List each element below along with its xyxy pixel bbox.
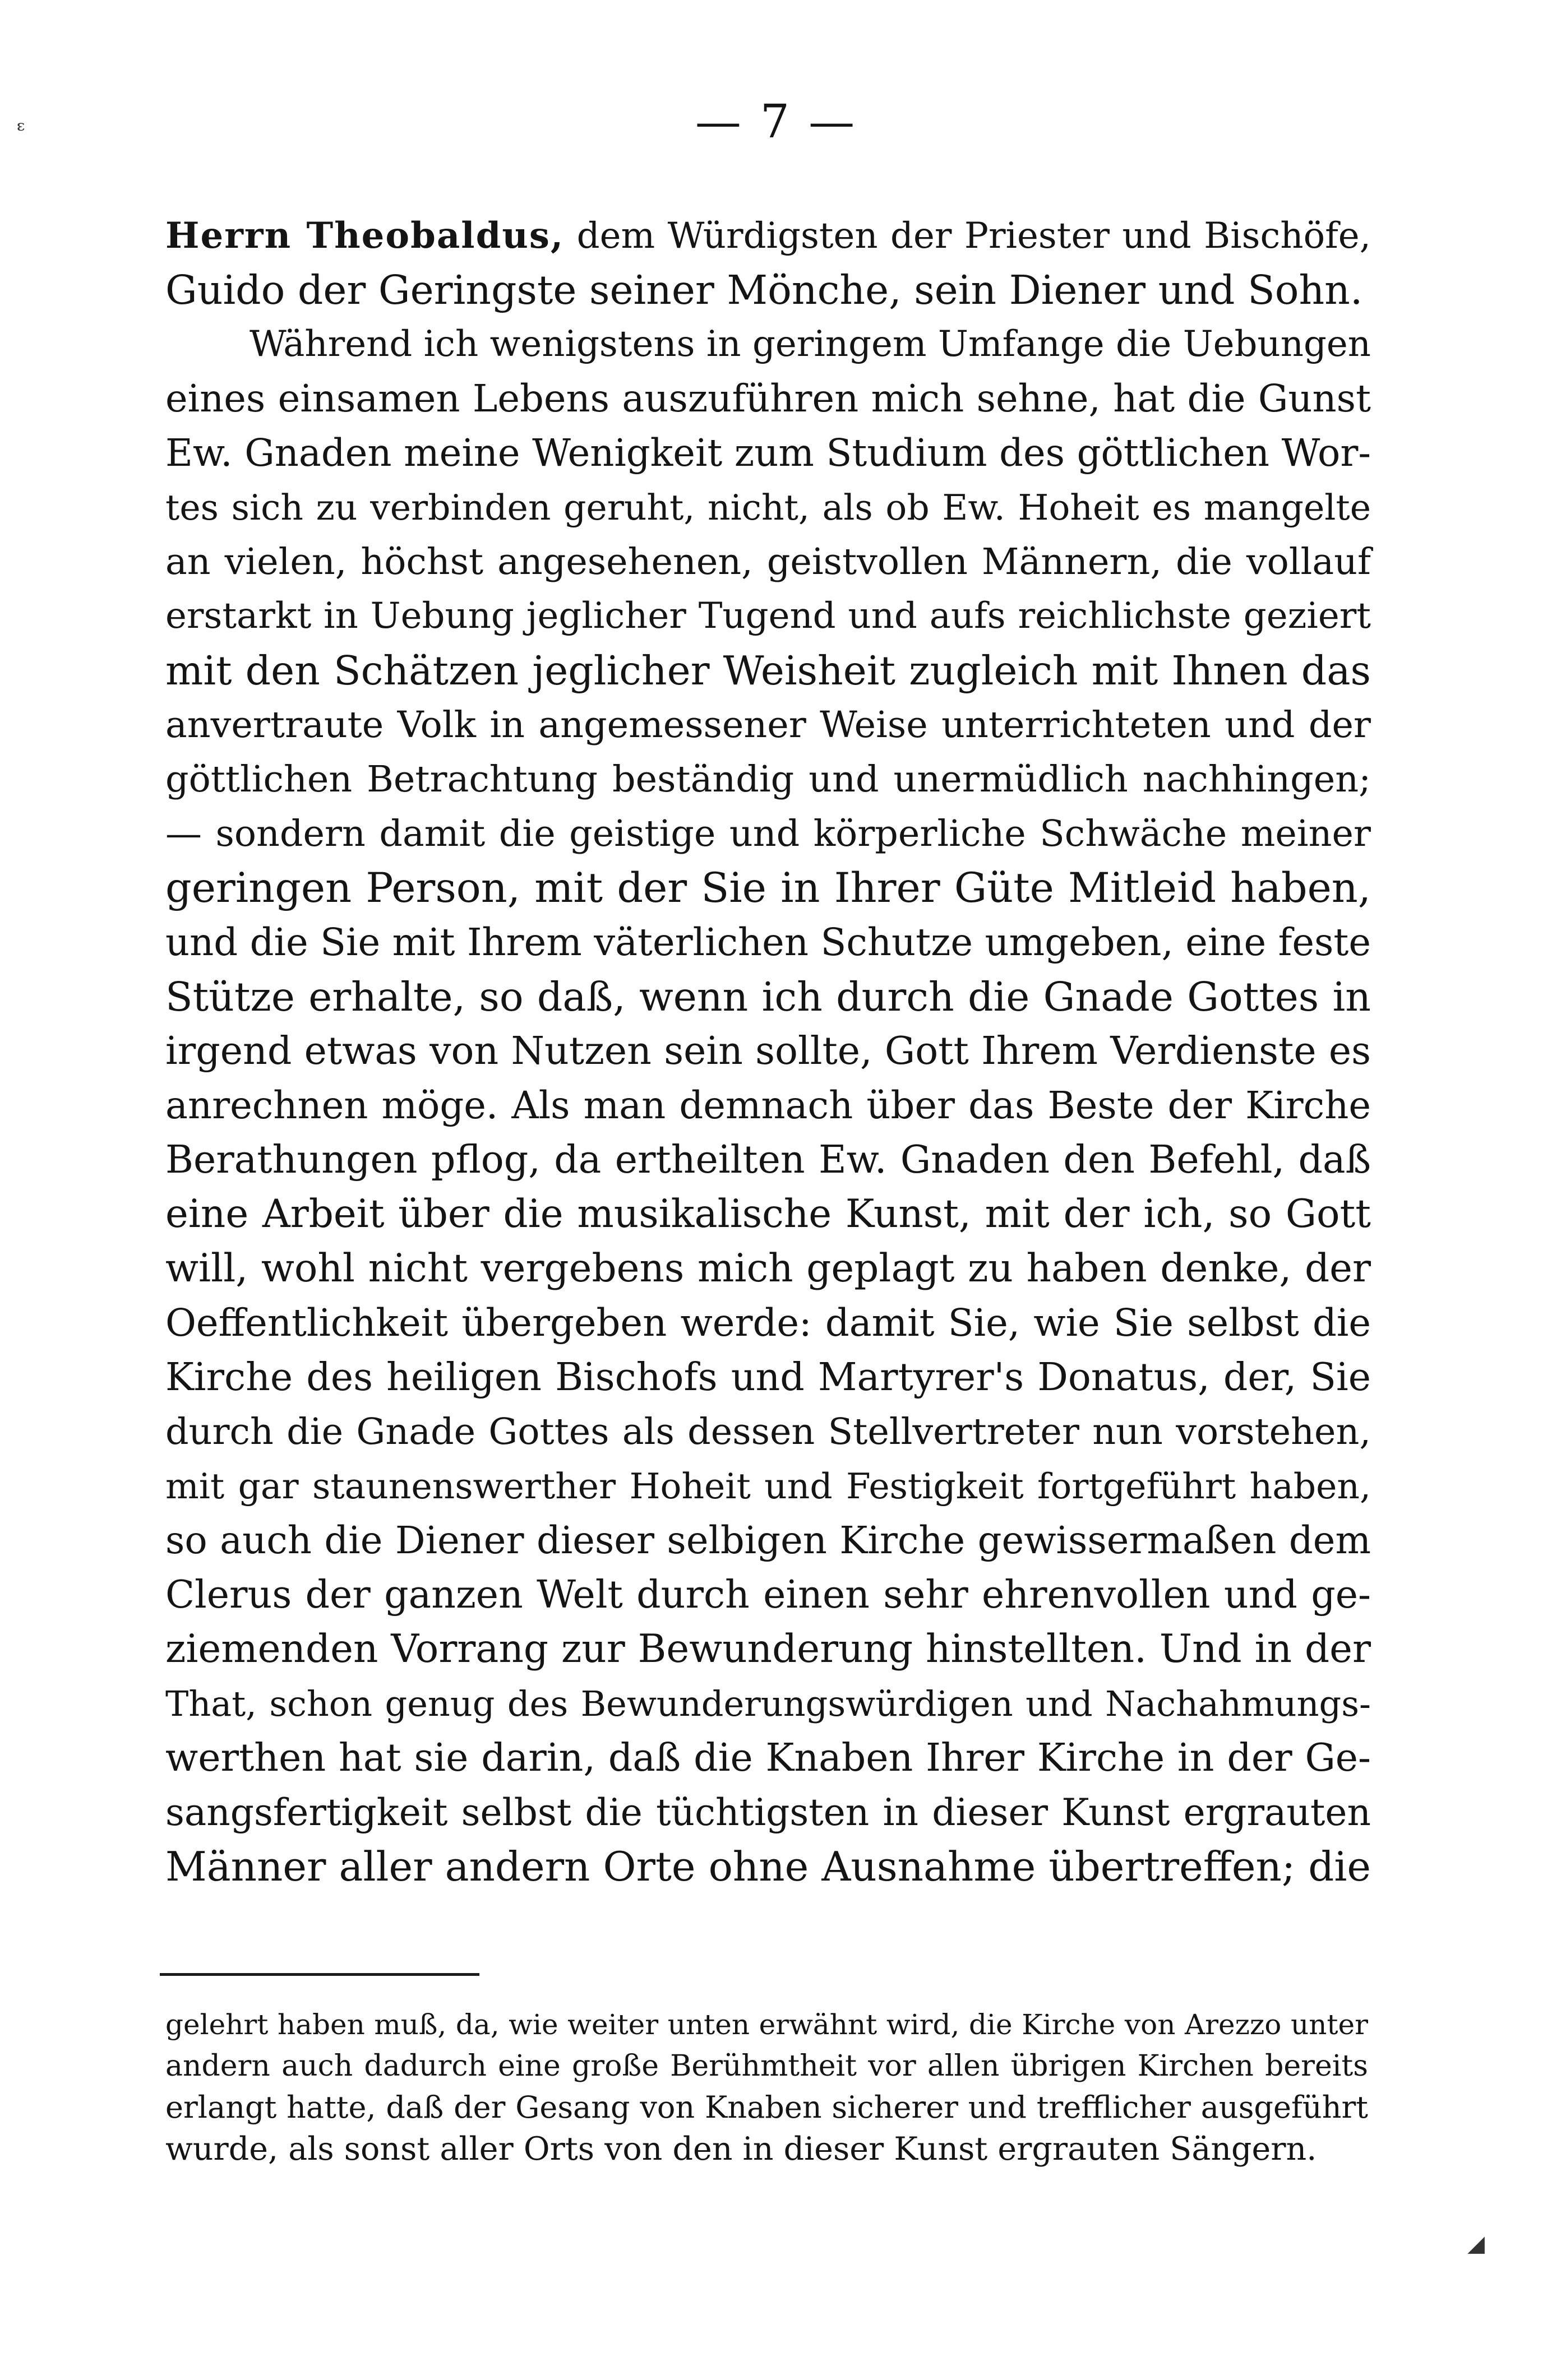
text-line: ziemenden Vorrang zur Bewunderung hinstellten. Und in der bbox=[165, 1627, 1371, 1671]
text-line: mit gar staunenswerther Hoheit und Festigkeit fortgeführt haben, bbox=[165, 1466, 1371, 1507]
text-line: eine Arbeit über die musikalische Kunst, mit der ich, so Gott bbox=[165, 1192, 1371, 1237]
text-line: Oeffentlichkeit übergeben werde: damit Sie, wie Sie selbst die bbox=[165, 1301, 1371, 1345]
stray-print-mark: ◢ bbox=[1467, 2231, 1485, 2257]
text-line: Männer aller andern Orte ohne Ausnahme übertreffen; die bbox=[165, 1843, 1371, 1890]
footnote-divider bbox=[160, 1973, 479, 1976]
text-line: Kirche des heiligen Bischofs und Martyrer's Donatus, der, Sie bbox=[165, 1355, 1371, 1400]
text-line: Guido der Geringste seiner Mönche, sein Diener und Sohn. bbox=[165, 267, 1363, 313]
text-line: so auch die Diener dieser selbigen Kirche gewissermaßen dem bbox=[165, 1518, 1371, 1562]
text-line: Clerus der ganzen Welt durch einen sehr ehrenvollen und ge- bbox=[165, 1573, 1371, 1617]
footnote-line: erlangt hatte, daß der Gesang von Knaben sicherer und trefflicher ausgeführt bbox=[165, 2090, 1368, 2125]
footnote-line: gelehrt haben muß, da, wie weiter unten erwähnt wird, die Kirche von Arezzo unter bbox=[165, 2008, 1368, 2041]
footnote bbox=[165, 2004, 1368, 2170]
text-line: göttlichen Betrachtung beständig und unermüdlich nachhingen; bbox=[165, 758, 1371, 800]
text-line: werthen hat sie darin, daß die Knaben Ihrer Kirche in der Ge- bbox=[165, 1736, 1371, 1780]
text-line: durch die Gnade Gottes als dessen Stellvertreter nun vorstehen, bbox=[165, 1411, 1371, 1453]
main-text bbox=[165, 209, 1371, 1894]
text-line: Während ich wenigstens in geringem Umfange die Uebungen bbox=[250, 323, 1371, 365]
text-line: anrechnen möge. Als man demnach über das Beste der Kirche bbox=[165, 1083, 1371, 1127]
text-line: erstarkt in Uebung jeglicher Tugend und aufs reichlichste geziert bbox=[165, 595, 1371, 637]
text-line: — sondern damit die geistige und körperliche Schwäche meiner bbox=[165, 813, 1371, 855]
text-line: geringen Person, mit der Sie in Ihrer Güte Mitleid haben, bbox=[165, 864, 1371, 912]
addressee-name: Herrn Theobaldus, bbox=[165, 215, 565, 257]
text-line: tes sich zu verbinden geruht, nicht, als ob Ew. Hoheit es mangelte bbox=[165, 487, 1371, 528]
text-line: mit den Schätzen jeglicher Weisheit zugleich mit Ihnen das bbox=[165, 647, 1371, 694]
text-line: Berathungen pflog, da ertheilten Ew. Gnaden den Befehl, daß bbox=[165, 1138, 1371, 1182]
text-line: anvertraute Volk in angemessener Weise unterrichteten und der bbox=[165, 704, 1371, 746]
stray-print-mark: ᵋ bbox=[17, 115, 26, 145]
footnote-line: wurde, als sonst aller Orts von den in dieser Kunst ergrauten Sängern. bbox=[165, 2131, 1317, 2168]
text-line: Stütze erhalte, so daß, wenn ich durch die Gnade Gottes in bbox=[165, 974, 1371, 1020]
text-line: eines einsamen Lebens auszuführen mich sehne, hat die Gunst bbox=[165, 377, 1371, 420]
text-line: will, wohl nicht vergebens mich geplagt zu haben denke, der bbox=[165, 1246, 1371, 1291]
text-line: irgend etwas von Nutzen sein sollte, Gott Ihrem Verdienste es bbox=[165, 1029, 1371, 1073]
footnote-line: andern auch dadurch eine große Berühmtheit vor allen übrigen Kirchen bereits bbox=[165, 2049, 1368, 2083]
page-number: — 7 — bbox=[695, 95, 857, 149]
text-line: That, schon genug des Bewunderungswürdigen und Nachahmungs- bbox=[165, 1683, 1371, 1724]
text-line: an vielen, höchst angesehenen, geistvollen Männern, die vollauf bbox=[165, 541, 1371, 583]
text-line-rest: dem Würdigsten der Priester und Bischöfe, bbox=[564, 215, 1371, 257]
text-line: Ew. Gnaden meine Wenigkeit zum Studium des göttlichen Wor- bbox=[165, 431, 1371, 475]
text-line bbox=[165, 209, 1371, 263]
text-line: sangsfertigkeit selbst die tüchtigsten in dieser Kunst ergrauten bbox=[165, 1791, 1371, 1834]
text-line: und die Sie mit Ihrem väterlichen Schutze umgeben, eine feste bbox=[165, 920, 1371, 964]
